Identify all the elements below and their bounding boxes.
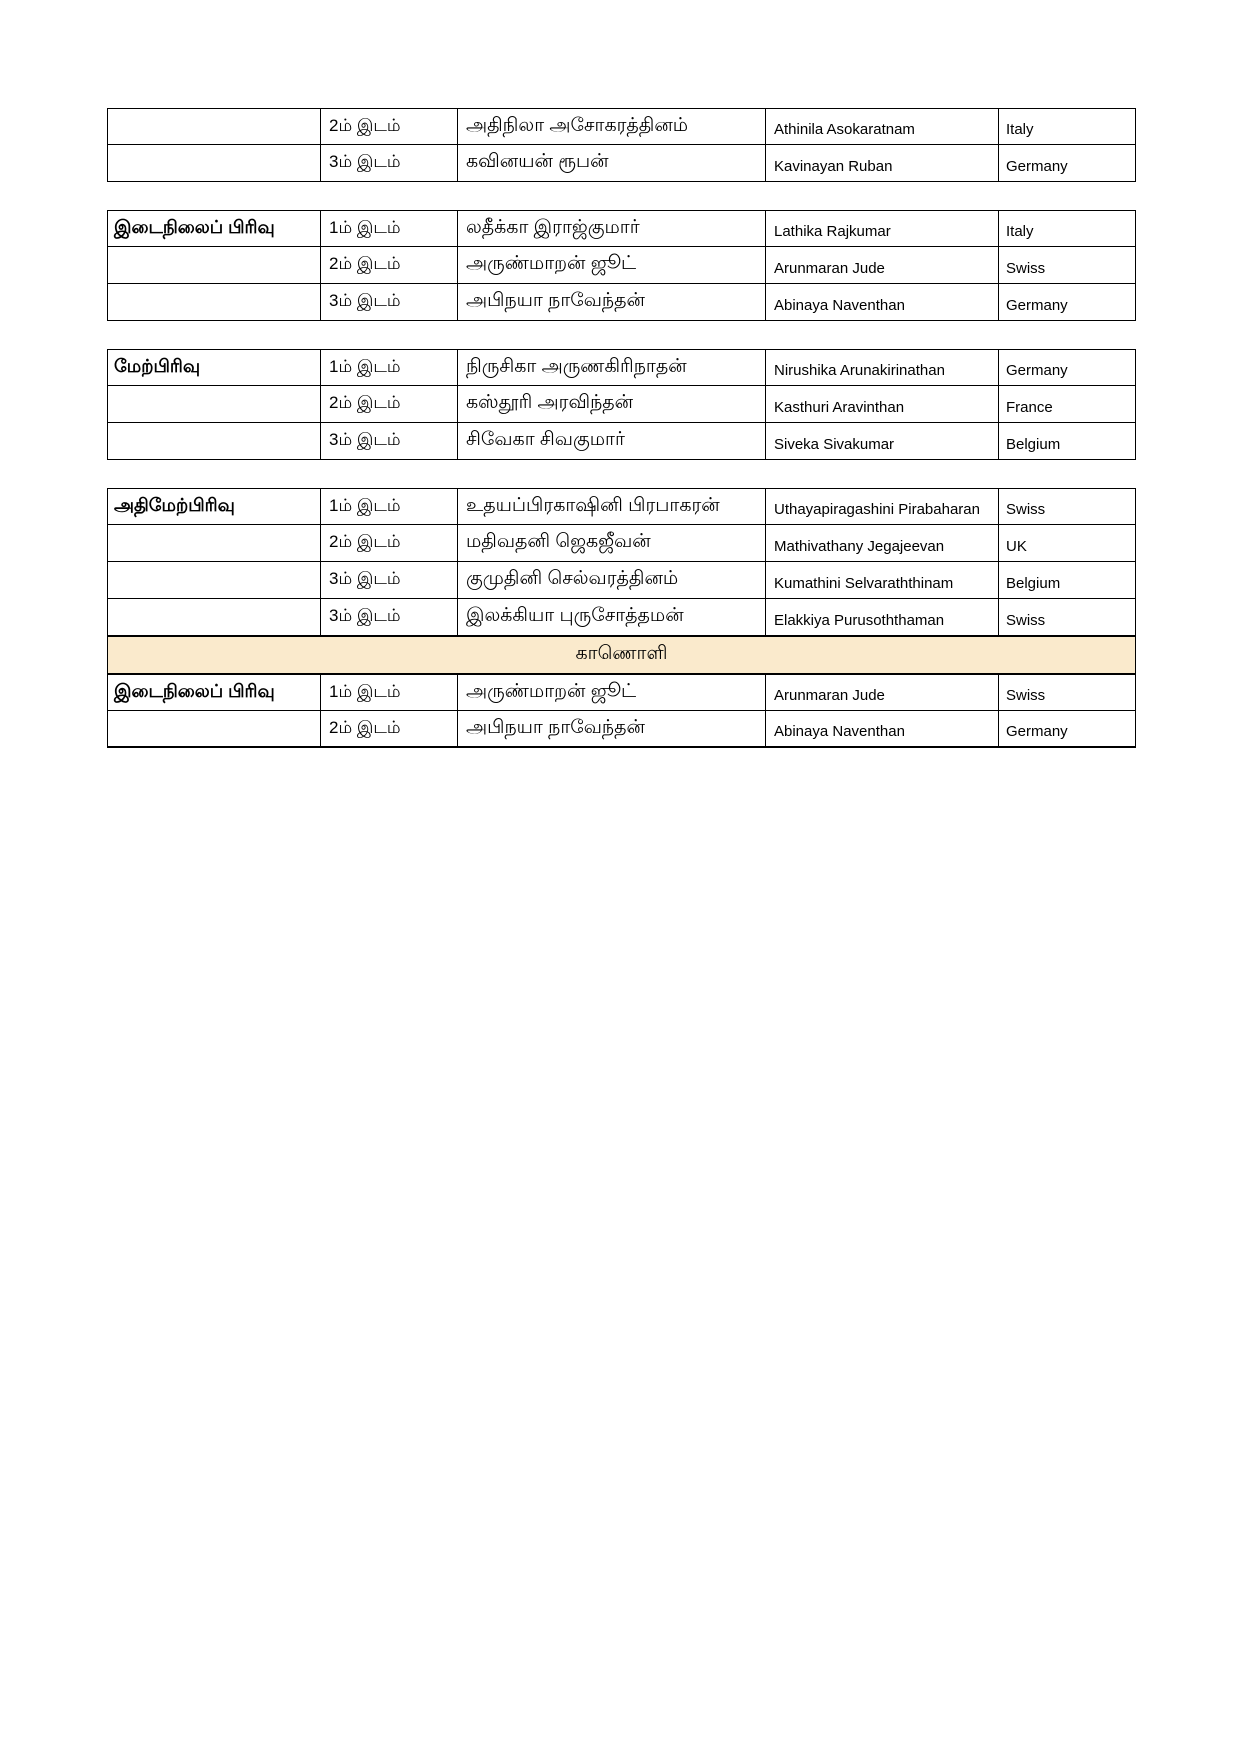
tamil-name-cell: சிவேகா சிவகுமார் <box>457 423 765 459</box>
english-name-cell: Athinila Asokaratnam <box>765 109 998 144</box>
rank-cell: 1ம் இடம் <box>320 675 457 710</box>
tamil-name-cell: உதயப்பிரகாஷினி பிரபாகரன் <box>457 489 765 524</box>
spacer-row <box>107 460 1136 488</box>
section-cell: இடைநிலைப் பிரிவு <box>107 211 320 246</box>
section-cell <box>107 284 320 320</box>
english-name-cell: Arunmaran Jude <box>765 247 998 283</box>
table-row <box>107 711 1136 748</box>
table-row <box>107 599 1136 636</box>
tamil-name-cell: இலக்கியா புருசோத்தமன் <box>457 599 765 635</box>
section-cell <box>107 145 320 181</box>
section-cell <box>107 109 320 144</box>
country-cell: Italy <box>998 211 1136 246</box>
rank-cell: 2ம் இடம் <box>320 247 457 283</box>
tamil-name-cell: லதீக்கா இராஜ்குமார் <box>457 211 765 246</box>
section-cell: அதிமேற்பிரிவு <box>107 489 320 524</box>
table-row <box>107 562 1136 599</box>
section-cell <box>107 562 320 598</box>
rank-cell: 3ம் இடம் <box>320 562 457 598</box>
table-row <box>107 145 1136 182</box>
english-name-cell: Lathika Rajkumar <box>765 211 998 246</box>
section-cell <box>107 525 320 561</box>
english-name-cell: Nirushika Arunakirinathan <box>765 350 998 385</box>
tamil-name-cell: குமுதினி செல்வரத்தினம் <box>457 562 765 598</box>
english-name-cell: Siveka Sivakumar <box>765 423 998 459</box>
tamil-name-cell: அதிநிலா அசோகரத்தினம் <box>457 109 765 144</box>
rank-cell: 2ம் இடம் <box>320 386 457 422</box>
english-name-cell: Kavinayan Ruban <box>765 145 998 181</box>
tamil-name-cell: நிருசிகா அருணகிரிநாதன் <box>457 350 765 385</box>
rank-cell: 3ம் இடம் <box>320 423 457 459</box>
banner-row <box>107 636 1136 674</box>
english-name-cell: Elakkiya Purusoththaman <box>765 599 998 635</box>
english-name-cell: Kasthuri Aravinthan <box>765 386 998 422</box>
table-row <box>107 284 1136 321</box>
country-cell: Belgium <box>998 423 1136 459</box>
table-row <box>107 386 1136 423</box>
country-cell: Germany <box>998 350 1136 385</box>
tamil-name-cell: அபிநயா நாவேந்தன் <box>457 711 765 746</box>
country-cell: France <box>998 386 1136 422</box>
tamil-name-cell: கவினயன் ரூபன் <box>457 145 765 181</box>
table-row <box>107 349 1136 386</box>
country-cell: Belgium <box>998 562 1136 598</box>
country-cell: Germany <box>998 145 1136 181</box>
country-cell: Germany <box>998 711 1136 746</box>
tamil-name-cell: அருண்மாறன் ஜூட் <box>457 675 765 710</box>
tamil-name-cell: கஸ்தூரி அரவிந்தன் <box>457 386 765 422</box>
rank-cell: 1ம் இடம் <box>320 489 457 524</box>
country-cell: Swiss <box>998 599 1136 635</box>
section-cell <box>107 386 320 422</box>
rank-cell: 2ம் இடம் <box>320 525 457 561</box>
table-row <box>107 488 1136 525</box>
table-row <box>107 247 1136 284</box>
english-name-cell: Abinaya Naventhan <box>765 711 998 746</box>
tamil-name-cell: அபிநயா நாவேந்தன் <box>457 284 765 320</box>
rank-cell: 2ம் இடம் <box>320 711 457 746</box>
table-row <box>107 525 1136 562</box>
country-cell: Germany <box>998 284 1136 320</box>
section-cell <box>107 247 320 283</box>
section-cell <box>107 423 320 459</box>
section-cell <box>107 599 320 635</box>
english-name-cell: Kumathini Selvaraththinam <box>765 562 998 598</box>
rank-cell: 2ம் இடம் <box>320 109 457 144</box>
table-row <box>107 210 1136 247</box>
english-name-cell: Arunmaran Jude <box>765 675 998 710</box>
country-cell: Swiss <box>998 675 1136 710</box>
rank-cell: 3ம் இடம் <box>320 284 457 320</box>
english-name-cell: Abinaya Naventhan <box>765 284 998 320</box>
table-row <box>107 423 1136 460</box>
english-name-cell: Uthayapiragashini Pirabaharan <box>765 489 998 524</box>
table-row <box>107 108 1136 145</box>
table-row <box>107 674 1136 711</box>
country-cell: Swiss <box>998 247 1136 283</box>
section-cell <box>107 711 320 746</box>
rank-cell: 3ம் இடம் <box>320 145 457 181</box>
banner-label: காணொளி <box>575 643 668 664</box>
tamil-name-cell: மதிவதனி ஜெகஜீவன் <box>457 525 765 561</box>
rank-cell: 1ம் இடம் <box>320 211 457 246</box>
country-cell: Swiss <box>998 489 1136 524</box>
rank-cell: 1ம் இடம் <box>320 350 457 385</box>
tamil-name-cell: அருண்மாறன் ஜூட் <box>457 247 765 283</box>
section-cell: மேற்பிரிவு <box>107 350 320 385</box>
results-table <box>107 108 1136 748</box>
rank-cell: 3ம் இடம் <box>320 599 457 635</box>
spacer-row <box>107 182 1136 210</box>
section-cell: இடைநிலைப் பிரிவு <box>107 675 320 710</box>
english-name-cell: Mathivathany Jegajeevan <box>765 525 998 561</box>
country-cell: Italy <box>998 109 1136 144</box>
spacer-row <box>107 321 1136 349</box>
country-cell: UK <box>998 525 1136 561</box>
